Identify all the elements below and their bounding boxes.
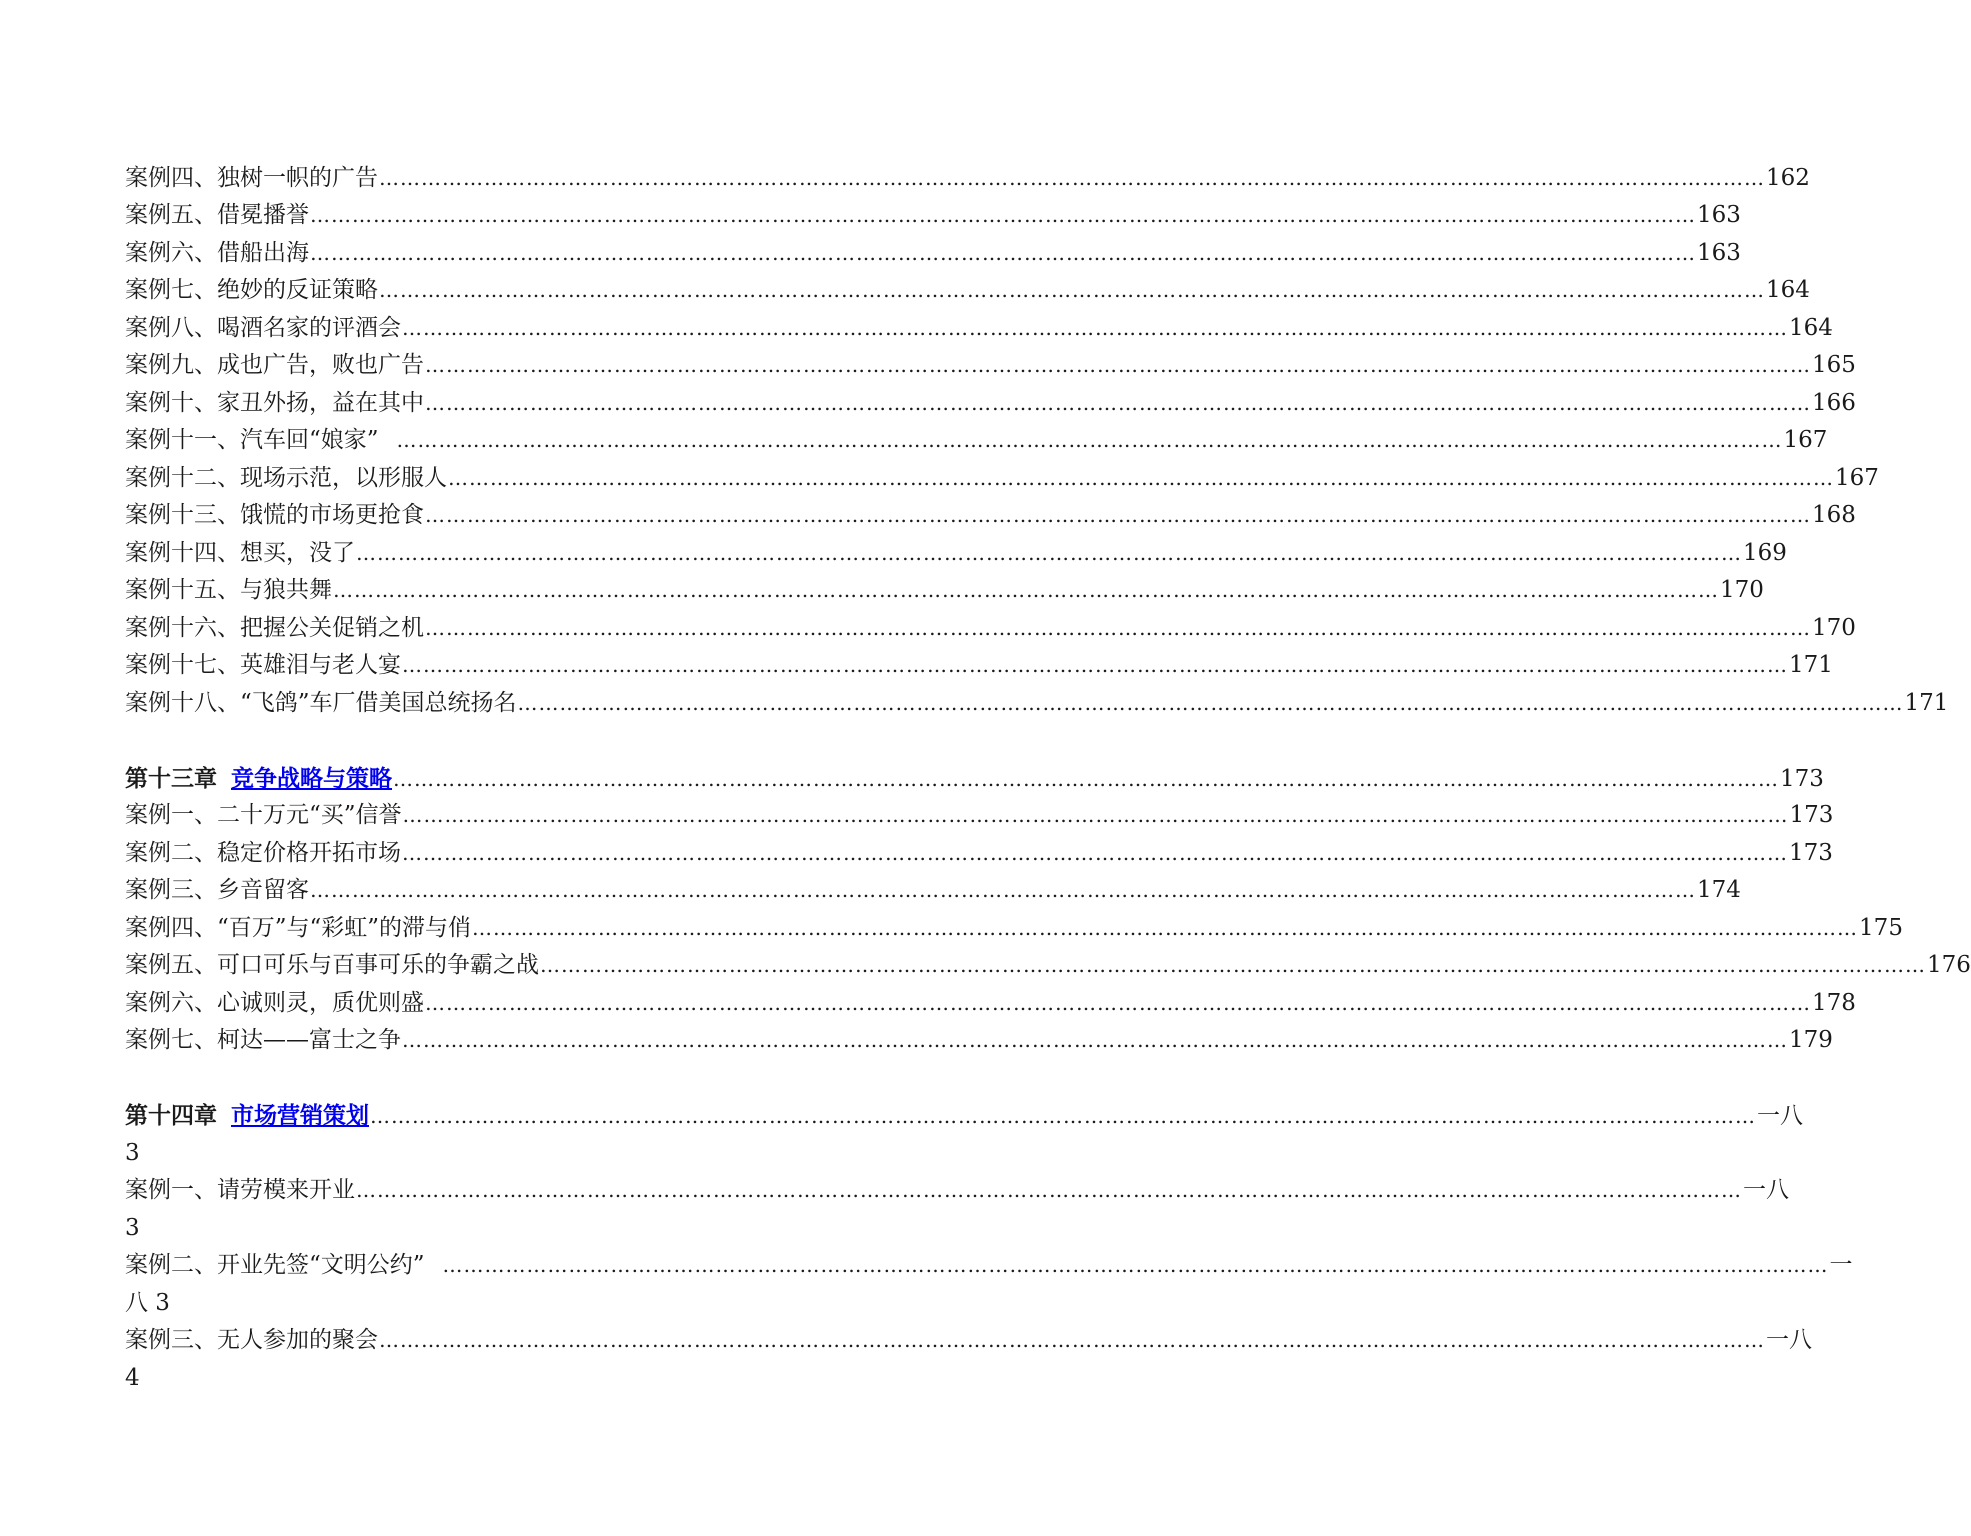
chapter-page-wrap: 3 bbox=[125, 1140, 140, 1166]
toc-entry-page: 169 bbox=[1743, 540, 1787, 566]
toc-entry-title: 案例十八、“飞鸽”车厂借美国总统扬名 bbox=[125, 690, 517, 716]
toc-entry bbox=[125, 685, 1949, 722]
toc-entry bbox=[125, 985, 1856, 1022]
toc-entry-title: 案例六、借船出海 bbox=[125, 240, 309, 266]
toc-leader: ……………………………………………………………………………………………………………………………………………………………………………… bbox=[310, 241, 1696, 265]
toc-leader: ……………………………………………………………………………………………………………………………………………………………………………… bbox=[402, 653, 1788, 677]
toc-leader: ……………………………………………………………………………………………………………………………………………………………………………… bbox=[540, 953, 1926, 977]
toc-leader: ……………………………………………………………………………………………………………………………………………………………………………… bbox=[425, 353, 1811, 377]
toc-entry-title: 案例五、可口可乐与百事可乐的争霸之战 bbox=[125, 952, 539, 978]
toc-entry-title: 案例十六、把握公关促销之机 bbox=[125, 615, 424, 641]
toc-entry-page: 178 bbox=[1812, 990, 1856, 1016]
toc-entry-title: 案例十一、汽车回“娘家” bbox=[125, 427, 379, 453]
toc-entry bbox=[125, 422, 1828, 459]
toc-entry bbox=[125, 385, 1856, 422]
toc-entry bbox=[125, 460, 1879, 497]
toc-entry-page: 171 bbox=[1789, 652, 1833, 678]
toc-entry-page: 173 bbox=[1789, 840, 1833, 866]
toc-leader: ……………………………………………………………………………………………………………………………………………………………………………… bbox=[472, 916, 1859, 940]
toc-entry-title: 案例七、柯达——富士之争 bbox=[125, 1027, 401, 1053]
toc-entry bbox=[125, 1022, 1833, 1059]
toc-entry-page: 167 bbox=[1783, 427, 1828, 453]
toc-entry bbox=[125, 610, 1856, 647]
toc-leader: ……………………………………………………………………………………………………………………………………………………………………………… bbox=[442, 1253, 1829, 1277]
toc-leader: ……………………………………………………………………………………………………………………………………………………………………………… bbox=[425, 616, 1811, 640]
toc-entry-page-wrap: 4 bbox=[125, 1365, 140, 1391]
toc-entry-page: 168 bbox=[1812, 502, 1856, 528]
toc-leader: ……………………………………………………………………………………………………………………………………………………………………………… bbox=[310, 878, 1696, 902]
toc-entry-page: 一八 bbox=[1766, 1327, 1812, 1353]
toc-entry-title: 案例四、独树一帜的广告 bbox=[125, 165, 378, 191]
toc-entry-title: 案例十二、现场示范，以形服人 bbox=[125, 465, 447, 491]
toc-entry bbox=[125, 1322, 1812, 1359]
toc-entry-page: 174 bbox=[1697, 877, 1741, 903]
toc-entry-title: 案例二、开业先签“文明公约” bbox=[125, 1252, 425, 1278]
toc-entry bbox=[125, 272, 1810, 309]
toc-entry-page: 一八 bbox=[1743, 1177, 1789, 1203]
toc-entry-title: 案例六、心诚则灵，质优则盛 bbox=[125, 990, 424, 1016]
toc-entry-page-wrap: 八 3 bbox=[125, 1290, 170, 1316]
toc-leader: ……………………………………………………………………………………………………………………………………………………………………………… bbox=[333, 578, 1719, 602]
toc-entry-page: 163 bbox=[1697, 240, 1741, 266]
toc-entry-title: 案例十七、英雄泪与老人宴 bbox=[125, 652, 401, 678]
toc-entry-page: 170 bbox=[1720, 577, 1764, 603]
toc-leader: ……………………………………………………………………………………………………………………………………………………………………………… bbox=[425, 991, 1811, 1015]
toc-entry-page: 一 bbox=[1829, 1252, 1853, 1278]
chapter-heading bbox=[125, 1097, 1803, 1134]
toc-entry-title: 案例四、“百万”与“彩虹”的滞与俏 bbox=[125, 915, 472, 941]
toc-leader: ……………………………………………………………………………………………………………………………………………………………………………… bbox=[402, 316, 1788, 340]
toc-entry-page: 173 bbox=[1789, 802, 1834, 828]
toc-entry-title: 案例二、稳定价格开拓市场 bbox=[125, 840, 401, 866]
toc-entry-title: 案例十四、想买，没了 bbox=[125, 540, 355, 566]
toc-entry-page: 165 bbox=[1812, 352, 1856, 378]
toc-entry bbox=[125, 160, 1810, 197]
toc-leader: ……………………………………………………………………………………………………………………………………………………………………………… bbox=[425, 503, 1811, 527]
toc-entry bbox=[125, 347, 1856, 384]
toc-entry-title: 案例五、借冕播誉 bbox=[125, 202, 309, 228]
toc-leader: ……………………………………………………………………………………………………………………………………………………………………………… bbox=[402, 841, 1788, 865]
toc-entry-page: 166 bbox=[1812, 390, 1856, 416]
toc-entry bbox=[125, 497, 1856, 534]
toc-entry-page: 162 bbox=[1766, 165, 1810, 191]
toc-entry-page: 171 bbox=[1904, 690, 1949, 716]
chapter-number: 第十四章 bbox=[125, 1102, 217, 1129]
toc-entry-title: 案例十三、饿慌的市场更抢食 bbox=[125, 502, 424, 528]
toc-entry-page: 163 bbox=[1697, 202, 1741, 228]
toc-entry-title: 案例一、二十万元“买”信誉 bbox=[125, 802, 402, 828]
toc-entry-title: 案例一、请劳模来开业 bbox=[125, 1177, 355, 1203]
toc-entry-title: 案例十五、与狼共舞 bbox=[125, 577, 332, 603]
toc-entry bbox=[125, 1247, 1853, 1284]
toc-leader: ……………………………………………………………………………………………………………………………………………………………………………… bbox=[402, 803, 1789, 827]
toc-entry-page: 175 bbox=[1859, 915, 1903, 941]
toc-leader: ……………………………………………………………………………………………………………………………………………………………………………… bbox=[379, 278, 1765, 302]
toc-entry-page: 164 bbox=[1789, 315, 1833, 341]
toc-entry bbox=[125, 572, 1764, 609]
toc-leader: ……………………………………………………………………………………………………………………………………………………………………………… bbox=[448, 466, 1834, 490]
chapter-page: 173 bbox=[1780, 766, 1824, 792]
toc-leader: ……………………………………………………………………………………………………………………………………………………………………………… bbox=[370, 1104, 1756, 1128]
toc-entry-title: 案例三、无人参加的聚会 bbox=[125, 1327, 378, 1353]
toc-leader: ……………………………………………………………………………………………………………………………………………………………………………… bbox=[396, 428, 1783, 452]
toc-leader: ……………………………………………………………………………………………………………………………………………………………………………… bbox=[310, 203, 1696, 227]
toc-leader: ……………………………………………………………………………………………………………………………………………………………………………… bbox=[379, 1328, 1765, 1352]
toc-entry bbox=[125, 872, 1741, 909]
toc-entry-title: 案例七、绝妙的反证策略 bbox=[125, 277, 378, 303]
toc-entry bbox=[125, 310, 1833, 347]
toc-entry bbox=[125, 535, 1787, 572]
toc-leader: ……………………………………………………………………………………………………………………………………………………………………………… bbox=[356, 1178, 1742, 1202]
toc-entry bbox=[125, 1172, 1789, 1209]
chapter-title-link[interactable]: 市场营销策划 bbox=[231, 1102, 369, 1129]
toc-entry-page: 164 bbox=[1766, 277, 1810, 303]
toc-entry-page: 179 bbox=[1789, 1027, 1833, 1053]
toc-entry bbox=[125, 647, 1833, 684]
toc-entry bbox=[125, 197, 1741, 234]
toc-entry-title: 案例十、家丑外扬，益在其中 bbox=[125, 390, 424, 416]
toc-entry bbox=[125, 910, 1903, 947]
toc-entry-page-wrap: 3 bbox=[125, 1215, 140, 1241]
chapter-heading bbox=[125, 760, 1824, 797]
toc-leader: ……………………………………………………………………………………………………………………………………………………………………………… bbox=[517, 691, 1904, 715]
chapter-page: 一八 bbox=[1757, 1103, 1803, 1129]
toc-entry-title: 案例三、乡音留客 bbox=[125, 877, 309, 903]
toc-leader: ……………………………………………………………………………………………………………………………………………………………………………… bbox=[402, 1028, 1788, 1052]
toc-entry-title: 案例九、成也广告，败也广告 bbox=[125, 352, 424, 378]
toc-entry bbox=[125, 797, 1834, 834]
toc-entry bbox=[125, 835, 1833, 872]
toc-leader: ……………………………………………………………………………………………………………………………………………………………………………… bbox=[356, 541, 1742, 565]
chapter-number: 第十三章 bbox=[125, 765, 217, 792]
toc-entry-title: 案例八、喝酒名家的评酒会 bbox=[125, 315, 401, 341]
toc-entry bbox=[125, 947, 1971, 984]
toc-entry bbox=[125, 235, 1741, 272]
toc-leader: ……………………………………………………………………………………………………………………………………………………………………………… bbox=[425, 391, 1811, 415]
toc-entry-page: 176 bbox=[1927, 952, 1971, 978]
toc-leader: ……………………………………………………………………………………………………………………………………………………………………………… bbox=[379, 166, 1765, 190]
toc-entry-page: 170 bbox=[1812, 615, 1856, 641]
toc-entry-page: 167 bbox=[1835, 465, 1879, 491]
toc-leader: ……………………………………………………………………………………………………………………………………………………………………………… bbox=[393, 767, 1779, 791]
chapter-title-link[interactable]: 竞争战略与策略 bbox=[231, 765, 392, 792]
